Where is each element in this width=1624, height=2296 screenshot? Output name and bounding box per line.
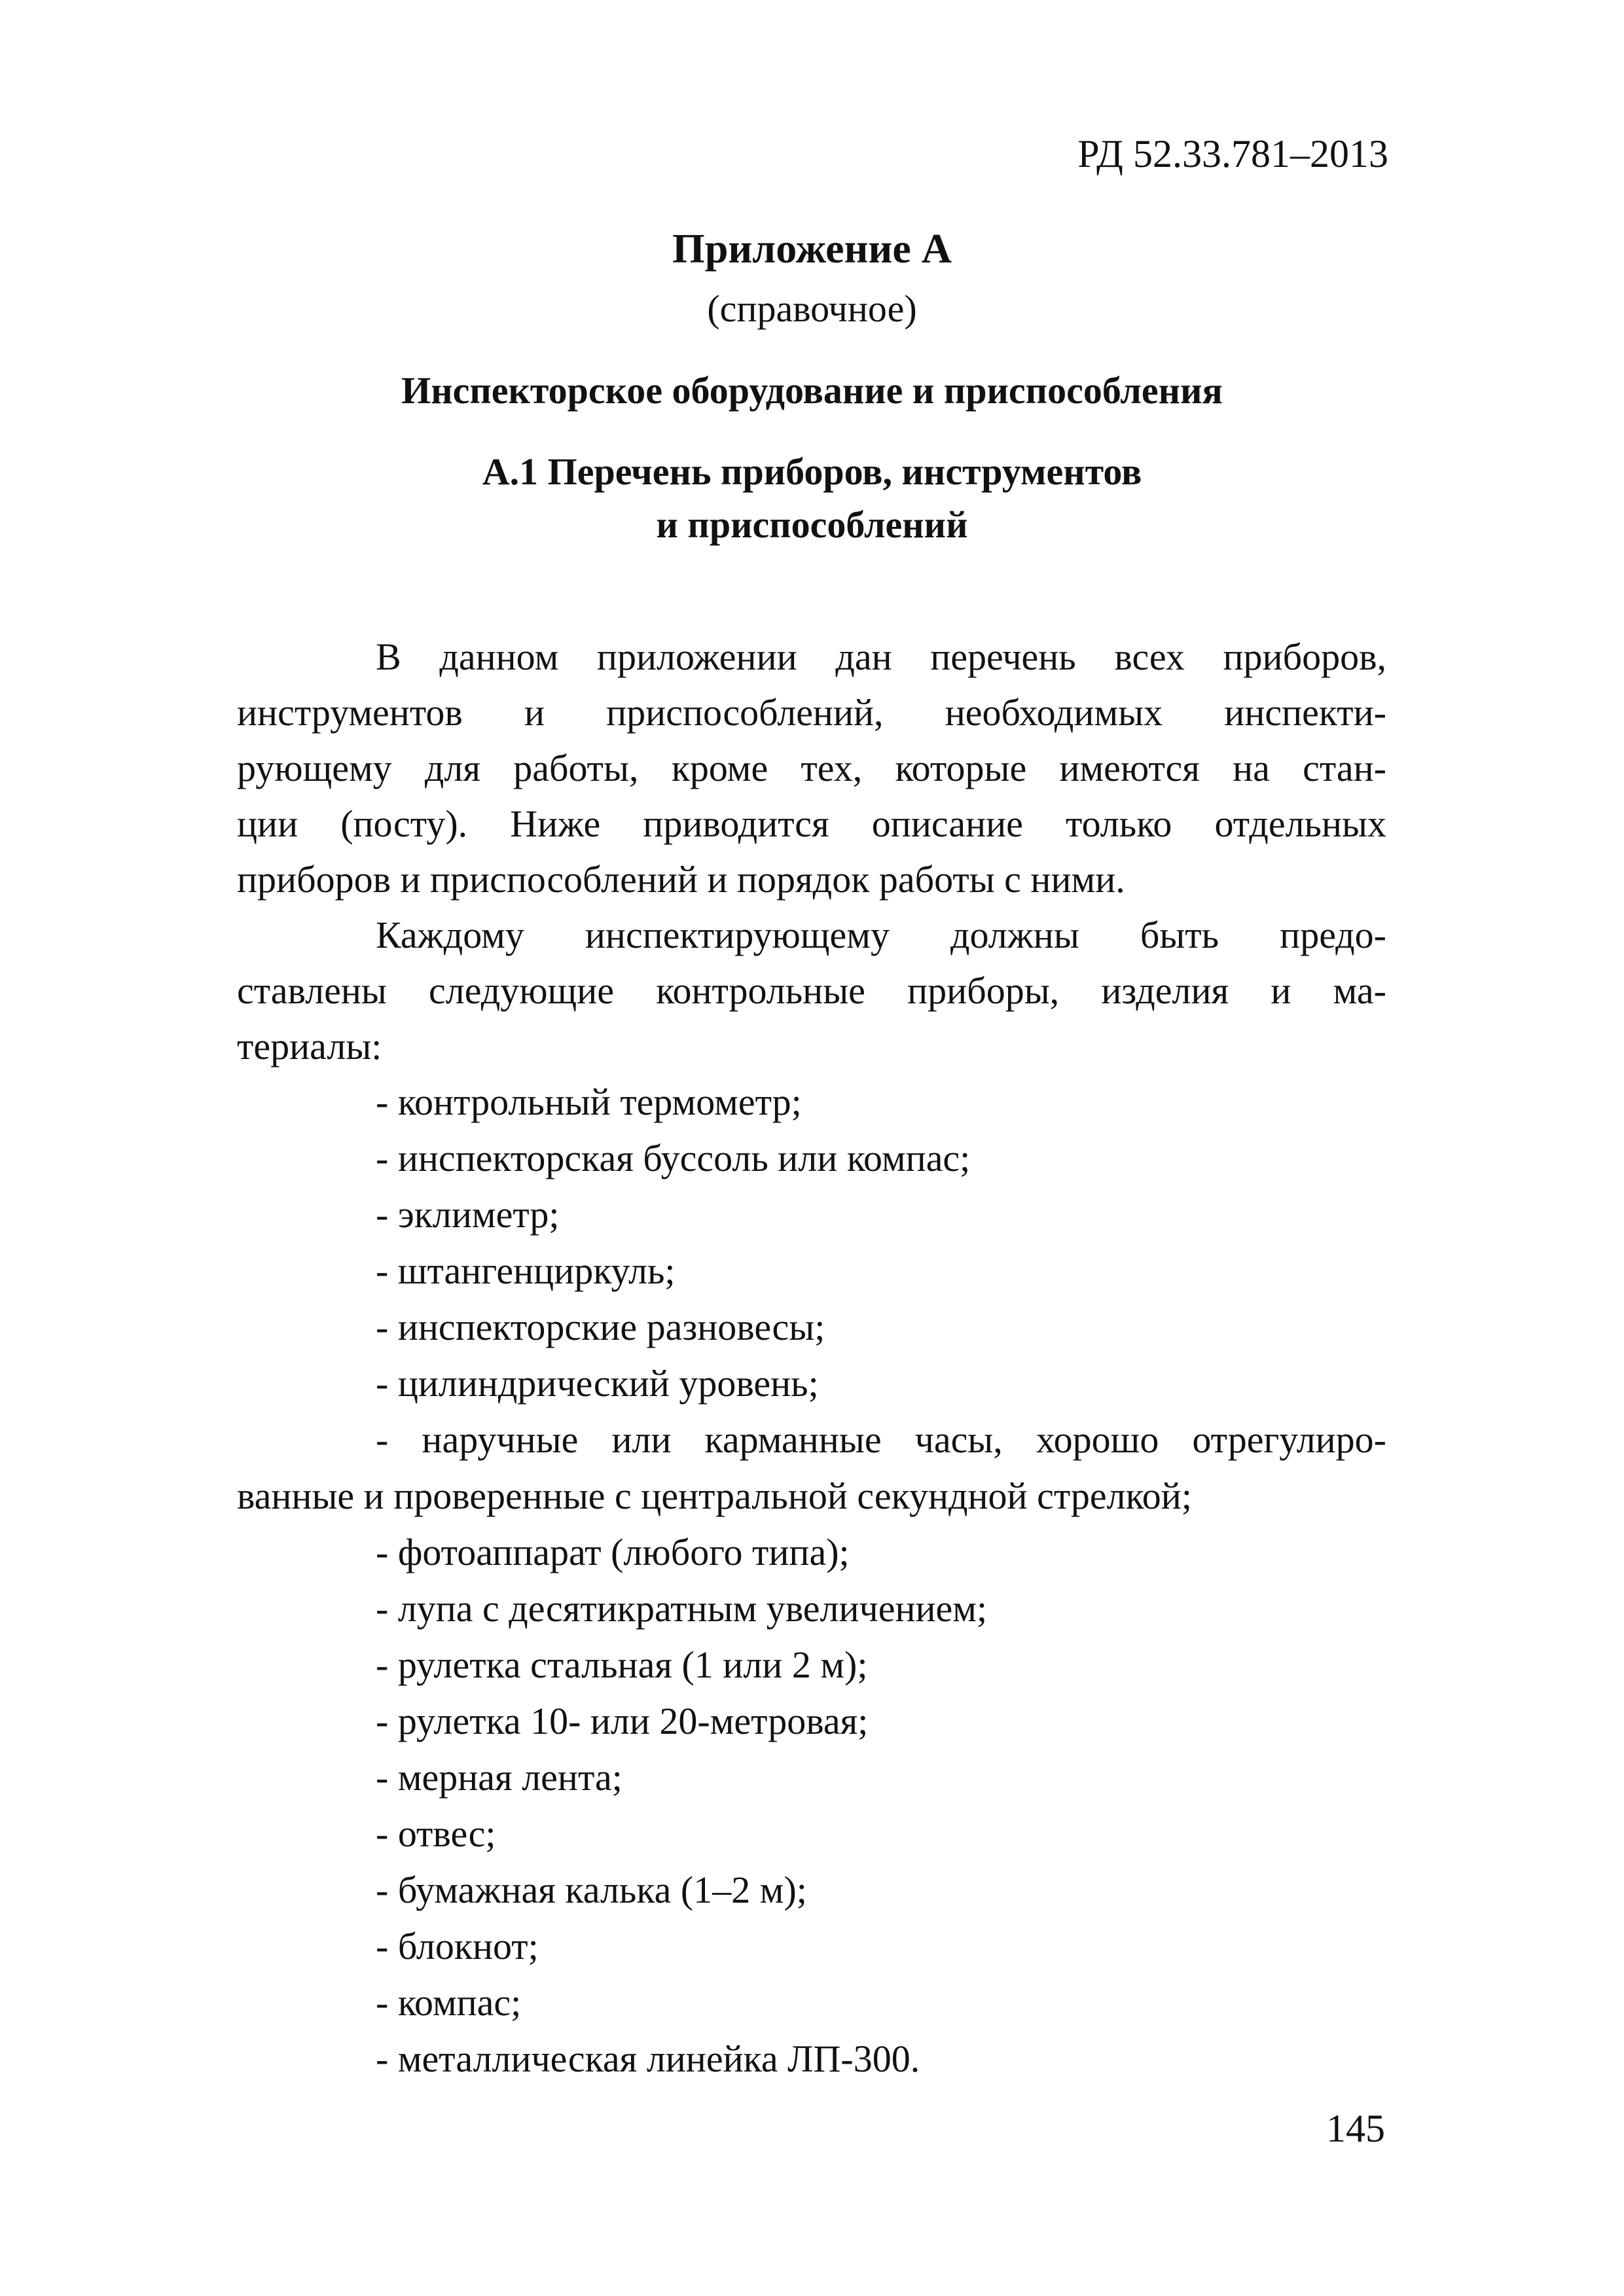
list-item: - отвес; bbox=[376, 1812, 496, 1855]
list-item: - блокнот; bbox=[376, 1925, 539, 1967]
list-item: - рулетка 10- или 20-метровая; bbox=[376, 1700, 869, 1742]
list-item: - бумажная калька (1–2 м); bbox=[376, 1869, 807, 1911]
list-item: - наручные или карманные часы, хорошо отрегулиро- bbox=[376, 1418, 1386, 1461]
section-heading-line-1: А.1 Перечень приборов, инструментов bbox=[482, 450, 1142, 493]
paragraph-1-line: рующему для работы, кроме тех, которые имеются на стан- bbox=[237, 747, 1386, 789]
list-item: - компас; bbox=[376, 1981, 522, 2024]
appendix-status: (справочное) bbox=[707, 287, 917, 330]
paragraph-1-line: ции (посту). Ниже приводится описание только отдельных bbox=[237, 802, 1386, 845]
list-item: - инспекторские разновесы; bbox=[376, 1306, 825, 1348]
list-item: - инспекторская буссоль или компас; bbox=[376, 1137, 971, 1179]
section-heading-line-2: и приспособлений bbox=[656, 503, 968, 546]
list-item: - цилиндрический уровень; bbox=[376, 1362, 819, 1405]
paragraph-1-line: приборов и приспособлений и порядок работы с ними. bbox=[237, 858, 1125, 901]
list-item: - контрольный термометр; bbox=[376, 1081, 802, 1123]
document-code: РД 52.33.781–2013 bbox=[1077, 132, 1388, 175]
list-item: - фотоаппарат (любого типа); bbox=[376, 1531, 850, 1573]
list-item: - эклиметр; bbox=[376, 1193, 560, 1236]
list-item: - лупа с десятикратным увеличением; bbox=[376, 1587, 988, 1630]
paragraph-2-line: Каждому инспектирующему должны быть предо- bbox=[376, 914, 1386, 956]
list-item: - мерная лента; bbox=[376, 1756, 623, 1799]
paragraph-2-line: териалы: bbox=[237, 1025, 382, 1067]
page-number: 145 bbox=[1326, 2107, 1385, 2150]
list-item: - штангенциркуль; bbox=[376, 1249, 676, 1292]
appendix-title: Приложение А bbox=[672, 225, 952, 272]
paragraph-2-line: ставлены следующие контрольные приборы, изделия и ма- bbox=[237, 969, 1386, 1012]
list-item: - металлическая линейка ЛП-300. bbox=[376, 2037, 920, 2080]
list-item: - рулетка стальная (1 или 2 м); bbox=[376, 1643, 868, 1686]
appendix-heading: Инспекторское оборудование и приспособления bbox=[401, 369, 1223, 412]
paragraph-1-line: В данном приложении дан перечень всех приборов, bbox=[376, 636, 1386, 678]
list-item-continuation: ванные и проверенные с центральной секундной стрелкой; bbox=[237, 1475, 1192, 1517]
paragraph-1-line: инструментов и приспособлений, необходимых инспекти- bbox=[237, 691, 1386, 734]
